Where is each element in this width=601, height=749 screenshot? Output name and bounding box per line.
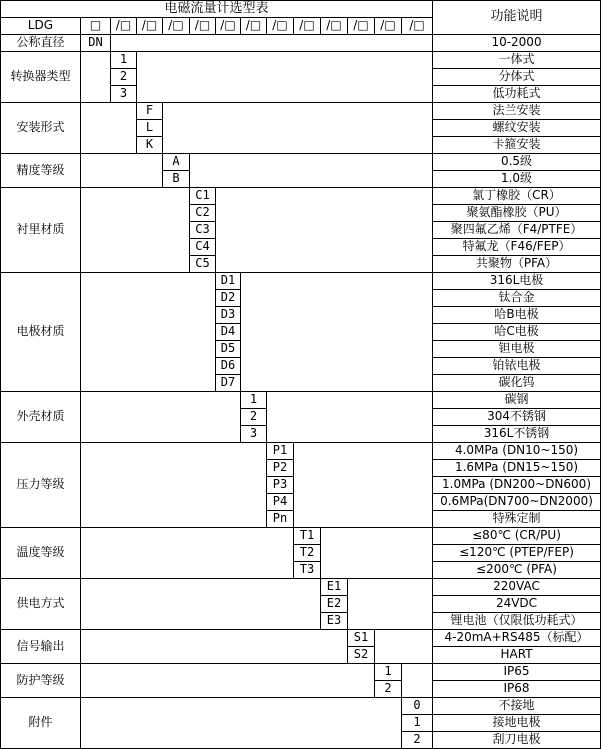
option-code: C1 bbox=[190, 188, 216, 205]
option-desc: 低功耗式 bbox=[433, 86, 601, 103]
group-label: 精度等级 bbox=[1, 154, 81, 188]
option-code: K bbox=[137, 137, 163, 154]
function-description-header: 功能说明 bbox=[433, 1, 601, 35]
gap-cell bbox=[81, 392, 241, 443]
option-desc: 聚氨酯橡胶（PU） bbox=[433, 205, 601, 222]
model-code-slot: /□ bbox=[294, 18, 321, 35]
gap-cell bbox=[321, 528, 433, 579]
option-code: E2 bbox=[321, 596, 348, 613]
option-desc: 钛合金 bbox=[433, 290, 601, 307]
group-label: 压力等级 bbox=[1, 443, 81, 528]
gap-cell bbox=[267, 392, 433, 443]
option-code: D5 bbox=[216, 341, 241, 358]
option-desc: 氯丁橡胶（CR） bbox=[433, 188, 601, 205]
option-desc: 316L电极 bbox=[433, 273, 601, 290]
option-code: P4 bbox=[267, 494, 294, 511]
group-label: 电极材质 bbox=[1, 273, 81, 392]
gap-cell bbox=[81, 273, 216, 392]
option-desc: IP65 bbox=[433, 664, 601, 681]
option-desc: 锂电池（仅限低功耗式） bbox=[433, 613, 601, 630]
group-label: 外壳材质 bbox=[1, 392, 81, 443]
option-code: D1 bbox=[216, 273, 241, 290]
option-code: D6 bbox=[216, 358, 241, 375]
gap-cell bbox=[348, 579, 433, 630]
group-label: 附件 bbox=[1, 698, 81, 749]
option-code: 3 bbox=[241, 426, 267, 443]
gap-cell bbox=[216, 188, 433, 273]
gap-cell bbox=[81, 443, 267, 528]
option-desc: 0.6MPa(DN700~DN2000) bbox=[433, 494, 601, 511]
group-label: 衬里材质 bbox=[1, 188, 81, 273]
option-desc: 钽电极 bbox=[433, 341, 601, 358]
gap-cell bbox=[81, 698, 402, 749]
option-code: 1 bbox=[375, 664, 402, 681]
group-label: 转换器类型 bbox=[1, 52, 81, 103]
option-code: 2 bbox=[375, 681, 402, 698]
gap-cell bbox=[81, 103, 137, 154]
group-label: 防护等级 bbox=[1, 664, 81, 698]
group-label: 信号输出 bbox=[1, 630, 81, 664]
table-title: 电磁流量计选型表 bbox=[1, 1, 433, 18]
option-code: 1 bbox=[241, 392, 267, 409]
option-desc: 特氟龙（F46/FEP） bbox=[433, 239, 601, 256]
option-code: T3 bbox=[294, 562, 321, 579]
model-code-slot: /□ bbox=[402, 18, 433, 35]
option-desc: 1.6MPa (DN15~150) bbox=[433, 460, 601, 477]
option-desc: 法兰安装 bbox=[433, 103, 601, 120]
option-desc: 1.0级 bbox=[433, 171, 601, 188]
option-desc: 10-2000 bbox=[433, 35, 601, 52]
option-code: D2 bbox=[216, 290, 241, 307]
option-code: C5 bbox=[190, 256, 216, 273]
gap-cell bbox=[163, 103, 433, 154]
model-prefix: LDG bbox=[1, 18, 81, 35]
option-code: B bbox=[163, 171, 190, 188]
option-desc: 特殊定制 bbox=[433, 511, 601, 528]
model-code-slot: /□ bbox=[348, 18, 375, 35]
option-code: 3 bbox=[111, 86, 137, 103]
option-code: S1 bbox=[348, 630, 375, 647]
gap-cell bbox=[190, 154, 433, 188]
option-desc: HART bbox=[433, 647, 601, 664]
group-label: 温度等级 bbox=[1, 528, 81, 579]
option-code: D7 bbox=[216, 375, 241, 392]
model-box-slot: □ bbox=[81, 18, 111, 35]
option-code: P1 bbox=[267, 443, 294, 460]
option-code: C2 bbox=[190, 205, 216, 222]
gap-cell bbox=[81, 528, 294, 579]
gap-cell bbox=[294, 443, 433, 528]
model-code-slot: /□ bbox=[321, 18, 348, 35]
group-label: 供电方式 bbox=[1, 579, 81, 630]
model-code-slot: /□ bbox=[375, 18, 402, 35]
model-code-slot: /□ bbox=[137, 18, 163, 35]
option-desc: 接地电极 bbox=[433, 715, 601, 732]
option-code: E3 bbox=[321, 613, 348, 630]
option-desc: 哈B电极 bbox=[433, 307, 601, 324]
row-label-diameter: 公称直径 bbox=[1, 35, 81, 52]
option-desc: ≤200℃ (PFA) bbox=[433, 562, 601, 579]
option-desc: 一体式 bbox=[433, 52, 601, 69]
group-label: 安装形式 bbox=[1, 103, 81, 154]
option-code: 1 bbox=[402, 715, 433, 732]
option-code: D4 bbox=[216, 324, 241, 341]
model-code-slot: /□ bbox=[111, 18, 137, 35]
option-code: A bbox=[163, 154, 190, 171]
option-code: P3 bbox=[267, 477, 294, 494]
option-desc: 哈C电极 bbox=[433, 324, 601, 341]
option-code: Pn bbox=[267, 511, 294, 528]
gap-cell bbox=[402, 664, 433, 698]
option-desc: 220VAC bbox=[433, 579, 601, 596]
model-code-slot: /□ bbox=[190, 18, 216, 35]
option-desc: 卡箍安装 bbox=[433, 137, 601, 154]
gap-cell bbox=[81, 154, 163, 188]
gap-cell bbox=[111, 35, 433, 52]
option-desc: 24VDC bbox=[433, 596, 601, 613]
option-code: L bbox=[137, 120, 163, 137]
option-desc: 4-20mA+RS485（标配） bbox=[433, 630, 601, 647]
gap-cell bbox=[81, 188, 190, 273]
option-desc: ≤80℃ (CR/PU) bbox=[433, 528, 601, 545]
gap-cell bbox=[81, 630, 348, 664]
option-desc: 0.5级 bbox=[433, 154, 601, 171]
model-code-slot: /□ bbox=[241, 18, 267, 35]
option-code: 0 bbox=[402, 698, 433, 715]
option-code: T2 bbox=[294, 545, 321, 562]
option-code: T1 bbox=[294, 528, 321, 545]
option-code: P2 bbox=[267, 460, 294, 477]
option-code: S2 bbox=[348, 647, 375, 664]
gap-cell bbox=[375, 630, 433, 664]
option-desc: 不接地 bbox=[433, 698, 601, 715]
option-desc: 铂铱电极 bbox=[433, 358, 601, 375]
option-code: D3 bbox=[216, 307, 241, 324]
option-code: 1 bbox=[111, 52, 137, 69]
option-code: 2 bbox=[111, 69, 137, 86]
gap-cell bbox=[81, 52, 111, 103]
option-desc: 共聚物（PFA） bbox=[433, 256, 601, 273]
option-code: 2 bbox=[402, 732, 433, 749]
option-desc: 分体式 bbox=[433, 69, 601, 86]
gap-cell bbox=[137, 52, 433, 103]
diameter-code: DN bbox=[81, 35, 111, 52]
option-desc: 碳化钨 bbox=[433, 375, 601, 392]
model-code-slot: /□ bbox=[216, 18, 241, 35]
option-desc: 刮刀电极 bbox=[433, 732, 601, 749]
option-code: F bbox=[137, 103, 163, 120]
model-code-slot: /□ bbox=[163, 18, 190, 35]
option-code: E1 bbox=[321, 579, 348, 596]
gap-cell bbox=[81, 664, 375, 698]
gap-cell bbox=[241, 273, 433, 392]
option-desc: 4.0MPa (DN10~150) bbox=[433, 443, 601, 460]
option-desc: 316L不锈钢 bbox=[433, 426, 601, 443]
option-desc: 304不锈钢 bbox=[433, 409, 601, 426]
option-desc: 聚四氟乙烯（F4/PTFE） bbox=[433, 222, 601, 239]
gap-cell bbox=[81, 579, 321, 630]
option-desc: ≤120℃ (PTEP/FEP) bbox=[433, 545, 601, 562]
option-code: C4 bbox=[190, 239, 216, 256]
model-code-slot: /□ bbox=[267, 18, 294, 35]
option-code: 2 bbox=[241, 409, 267, 426]
option-desc: 1.0MPa (DN200~DN600) bbox=[433, 477, 601, 494]
option-desc: IP68 bbox=[433, 681, 601, 698]
option-code: C3 bbox=[190, 222, 216, 239]
option-desc: 碳钢 bbox=[433, 392, 601, 409]
option-desc: 螺纹安装 bbox=[433, 120, 601, 137]
